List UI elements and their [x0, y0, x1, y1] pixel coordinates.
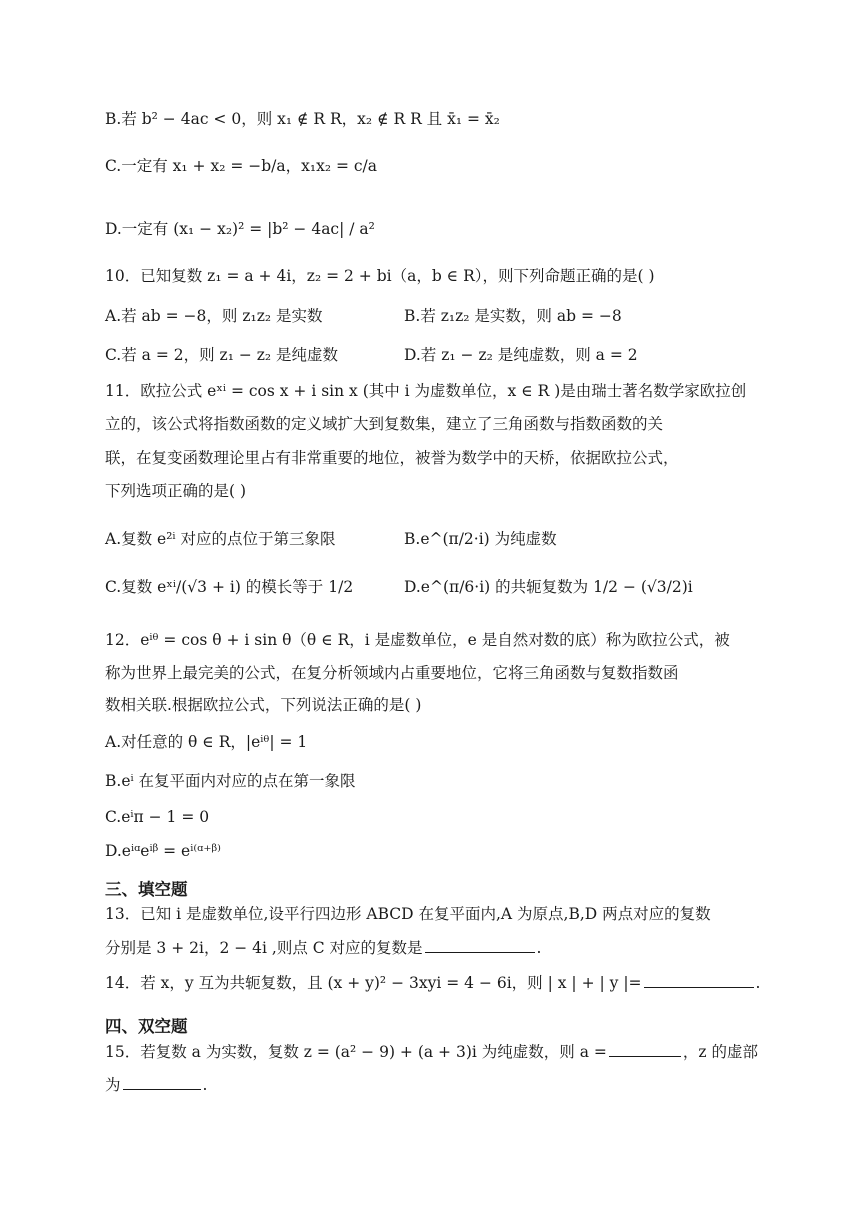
q12-option-b: B.eⁱ 在复平面内对应的点在第一象限 [105, 772, 356, 790]
q11-option-b: B.e^(π/2·i) 为纯虚数 [404, 530, 557, 548]
q9-option-c: C.一定有 x₁ + x₂ = −b/a，x₁x₂ = c/a [105, 157, 378, 175]
q15-answer-blank-1[interactable] [609, 1042, 681, 1057]
q10-option-b: B.若 z₁z₂ 是实数，则 ab = −8 [404, 307, 622, 325]
q14-text: 14．若 x，y 互为共轭复数，且 (x + y)² − 3xyi = 4 − 6i，则 | x | + | y |= [105, 974, 642, 992]
q14-line [105, 972, 760, 994]
q15-line-1 [105, 1041, 758, 1063]
q9-option-b: B.若 b² − 4ac < 0，则 x₁ ∉ R R，x₂ ∉ R R 且 x̄₁ = x̄₂ [105, 110, 500, 128]
q13-end: . [536, 939, 542, 957]
q10-option-a: A.若 ab = −8，则 z₁z₂ 是实数 [105, 307, 323, 325]
q15-answer-blank-2[interactable] [123, 1075, 201, 1090]
q15-end: . [202, 1076, 208, 1094]
q11-line-1: 11．欧拉公式 eˣⁱ = cos x + i sin x (其中 i 为虚数单位，x ∈ R )是由瑞士著名数学家欧拉创 [105, 382, 747, 400]
q13-text: 分别是 3 + 2i，2 − 4i ,则点 C 对应的复数是 [105, 939, 423, 957]
q10-option-c: C.若 a = 2，则 z₁ − z₂ 是纯虚数 [105, 346, 339, 364]
section-heading-fill-in: 三、填空题 [105, 880, 188, 899]
q12-option-c: C.eⁱπ − 1 = 0 [105, 808, 210, 826]
q11-option-a: A.复数 e²ⁱ 对应的点位于第三象限 [105, 530, 336, 548]
q14-answer-blank[interactable] [644, 973, 754, 988]
q10-stem: 10．已知复数 z₁ = a + 4i，z₂ = 2 + bi（a，b ∈ R），则下列命题正确的是( ) [105, 267, 655, 285]
q12-line-3: 数相关联.根据欧拉公式，下列说法正确的是( ) [105, 696, 422, 714]
q13-line-2 [105, 937, 541, 959]
q13-line-1: 13．已知 i 是虚数单位,设平行四边形 ABCD 在复平面内,A 为原点,B,D 两点对应的复数 [105, 905, 711, 923]
q11-line-3: 联，在复变函数理论里占有非常重要的地位，被誉为数学中的天桥，依据欧拉公式， [105, 449, 679, 467]
q15-text-a: 15．若复数 a 为实数，复数 z = (a² − 9) + (a + 3)i 为纯虚数，则 a = [105, 1043, 607, 1061]
q15-text-c: 为 [105, 1076, 121, 1094]
q12-line-1: 12．eⁱᶿ = cos θ + i sin θ（θ ∈ R，i 是虚数单位，e 是自然对数的底）称为欧拉公式，被 [105, 631, 730, 649]
q13-answer-blank[interactable] [425, 938, 535, 953]
q10-option-d: D.若 z₁ − z₂ 是纯虚数，则 a = 2 [404, 346, 638, 364]
q15-text-b: ，z 的虚部 [682, 1043, 758, 1061]
q12-option-d: D.eⁱᵅeⁱᵝ = eⁱ⁽ᵅ⁺ᵝ⁾ [105, 842, 221, 860]
q12-option-a: A.对任意的 θ ∈ R，|eⁱᶿ| = 1 [105, 733, 308, 751]
q11-option-d: D.e^(π/6·i) 的共轭复数为 1/2 − (√3/2)i [404, 578, 693, 596]
section-heading-double-blank: 四、双空题 [105, 1017, 188, 1036]
q11-line-4: 下列选项正确的是( ) [105, 482, 247, 500]
q15-line-2 [105, 1074, 207, 1096]
q11-option-c: C.复数 eˣⁱ/(√3 + i) 的模长等于 1/2 [105, 578, 354, 596]
q9-option-d: D.一定有 (x₁ − x₂)² = |b² − 4ac| / a² [105, 220, 375, 238]
q12-line-2: 称为世界上最完美的公式，在复分析领域内占重要地位，它将三角函数与复数指数函 [105, 664, 679, 682]
q14-end: . [755, 974, 761, 992]
q11-line-2: 立的，该公式将指数函数的定义域扩大到复数集，建立了三角函数与指数函数的关 [105, 415, 664, 433]
